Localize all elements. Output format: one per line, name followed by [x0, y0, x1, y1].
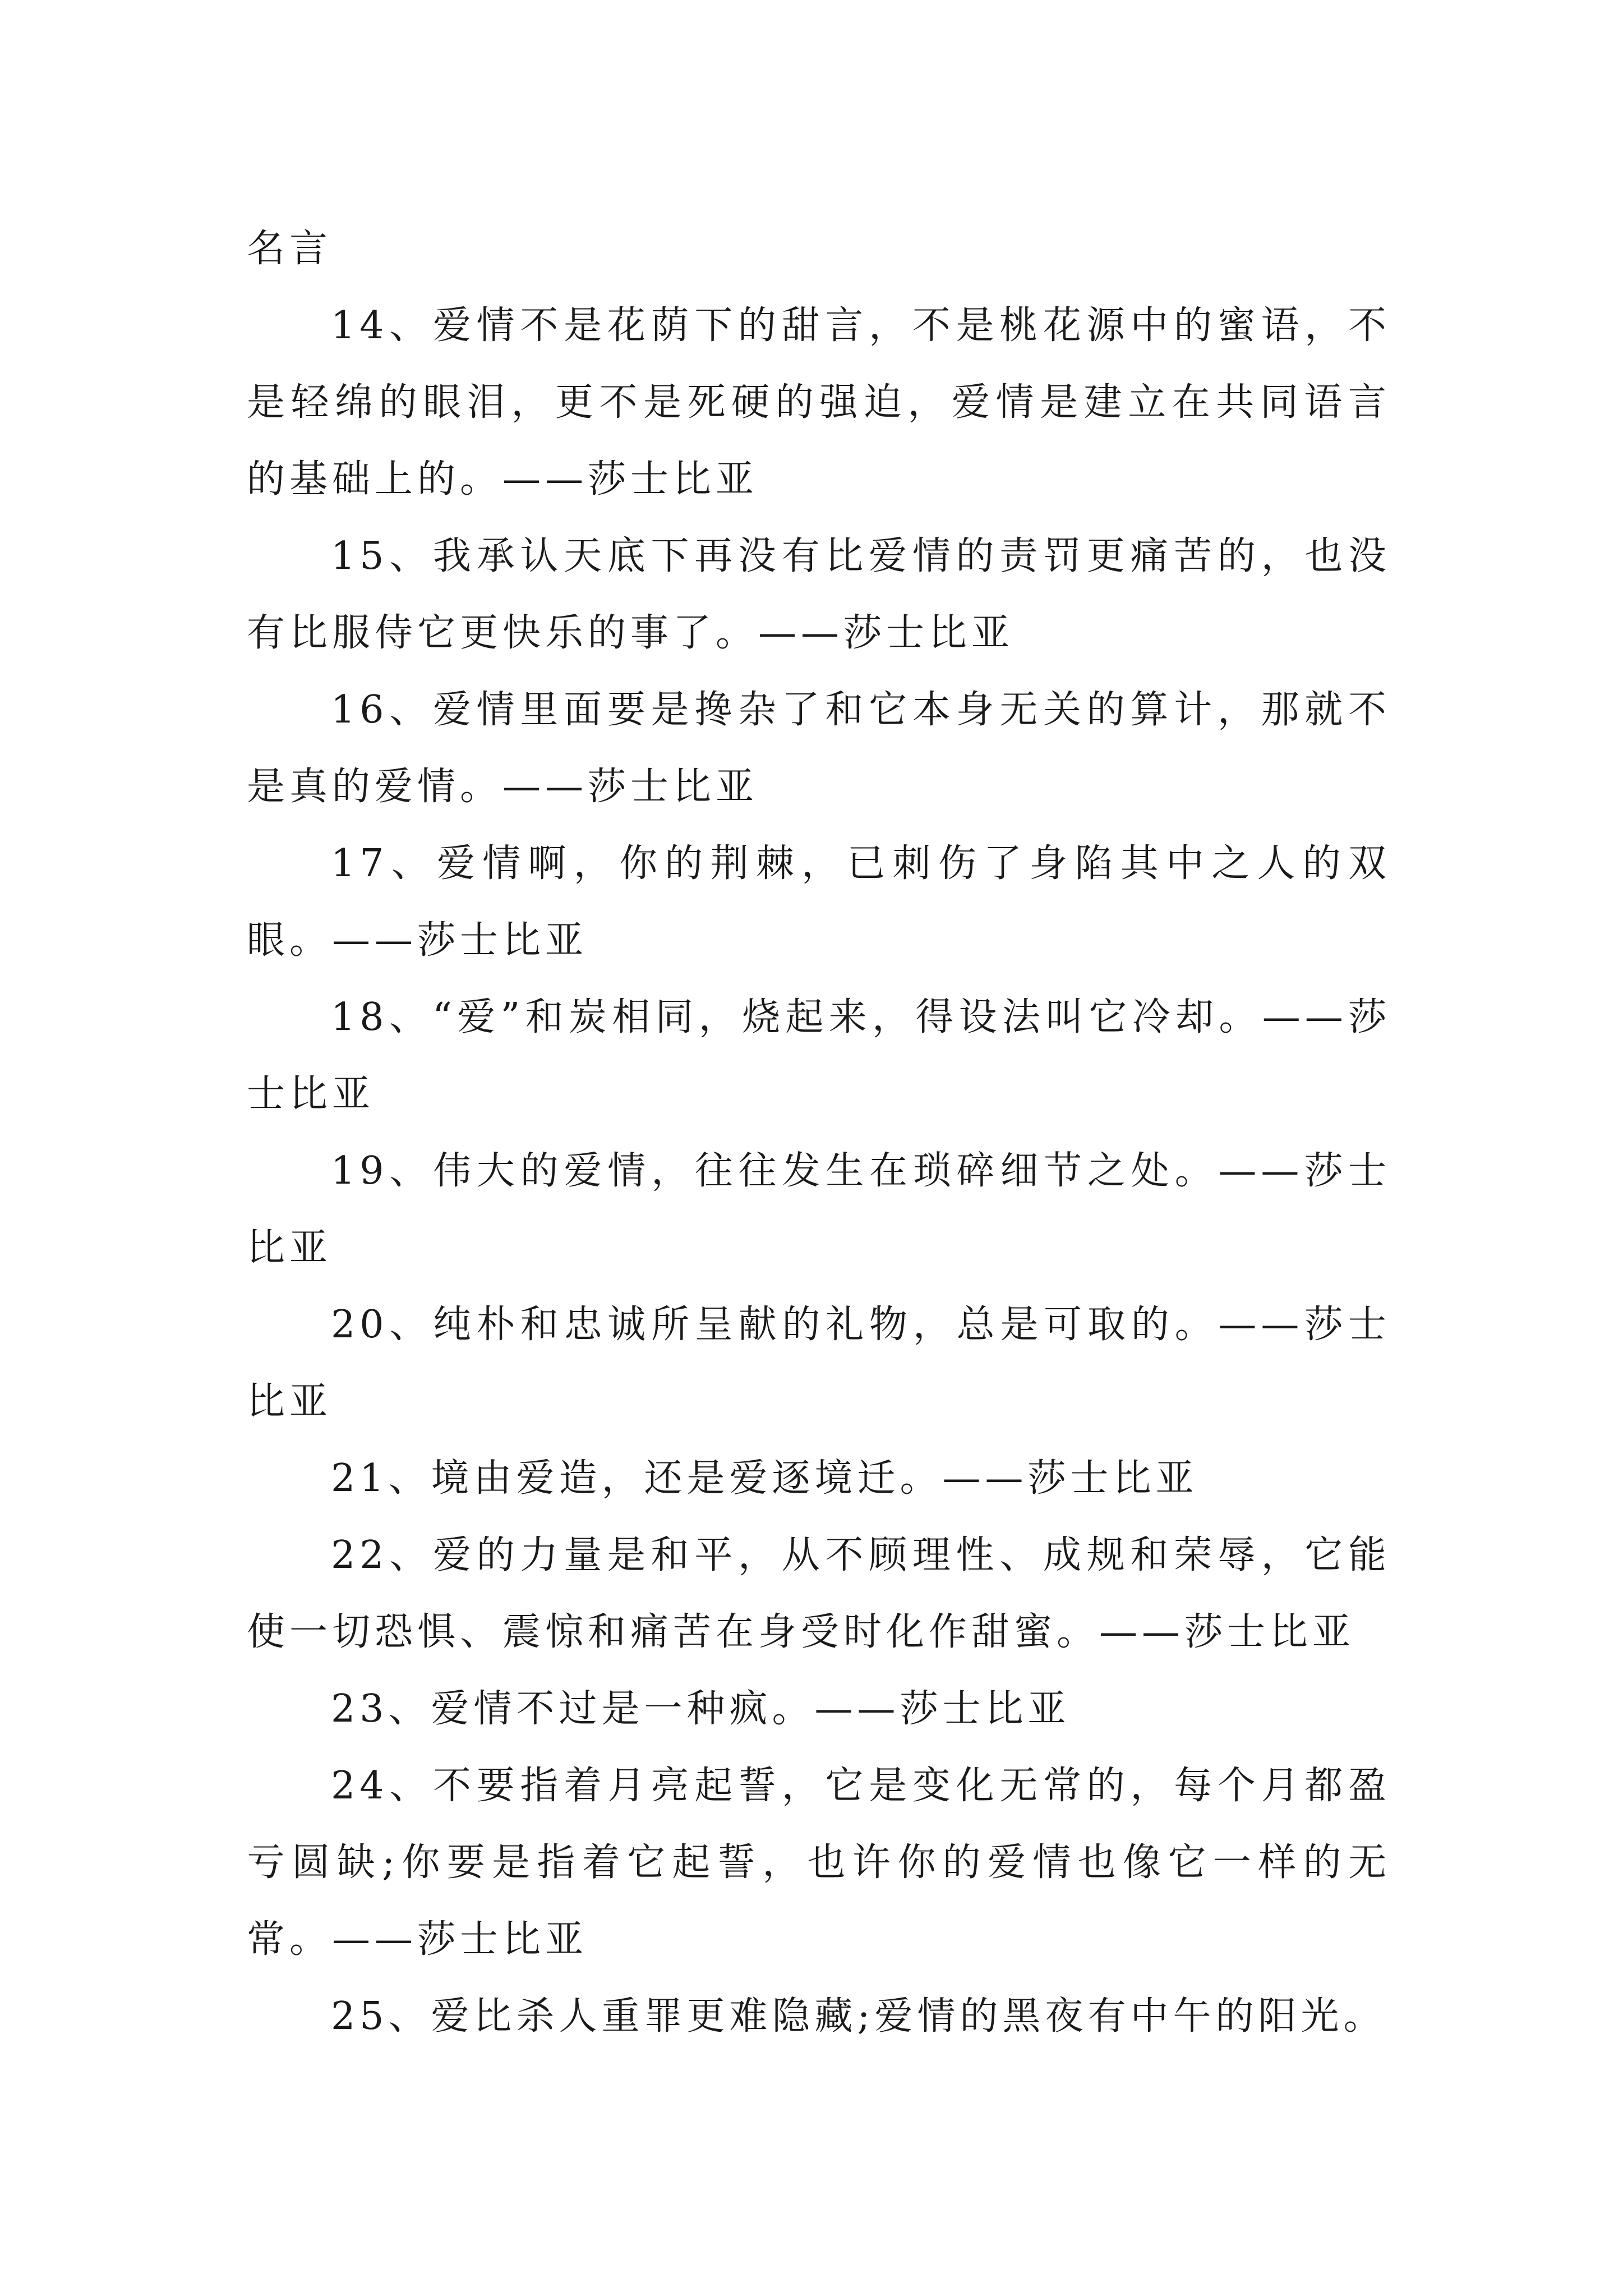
- quote-paragraph: 16、爱情里面要是搀杂了和它本身无关的算计，那就不是真的爱情。——莎士比亚: [247, 688, 1391, 809]
- quote-paragraph: 17、爱情啊，你的荆棘，已刺伤了身陷其中之人的双眼。——莎士比亚: [247, 841, 1391, 963]
- quote-paragraph: 24、不要指着月亮起誓，它是变化无常的，每个月都盈亏圆缺;你要是指着它起誓，也许你的爱情也像它一样的无常。——莎士比亚: [247, 1764, 1391, 1962]
- document-body: [247, 210, 1391, 2055]
- quote-paragraph: 22、爱的力量是和平，从不顾理性、成规和荣辱，它能使一切恐惧、震惊和痛苦在身受时化作甜蜜。——莎士比亚: [247, 1533, 1391, 1654]
- quote-paragraph: 19、伟大的爱情，往往发生在琐碎细节之处。——莎士比亚: [247, 1149, 1391, 1270]
- quote-paragraph: 20、纯朴和忠诚所呈献的礼物，总是可取的。——莎士比亚: [247, 1303, 1391, 1424]
- quote-paragraph: 14、爱情不是花荫下的甜言，不是桃花源中的蜜语，不是轻绵的眼泪，更不是死硬的强迫，爱情是建立在共同语言的基础上的。——莎士比亚: [247, 303, 1391, 501]
- quote-paragraph: 21、境由爱造，还是爱逐境迁。——莎士比亚: [331, 1456, 1198, 1501]
- quote-paragraph: 23、爱情不过是一种疯。——莎士比亚: [331, 1687, 1071, 1731]
- quote-paragraph: 18、“爱”和炭相同，烧起来，得设法叫它冷却。——莎士比亚: [247, 995, 1391, 1116]
- quote-paragraph: 25、爱比杀人重罪更难隐藏;爱情的黑夜有中午的阳光。: [331, 1994, 1386, 2039]
- section-heading: 名言: [247, 227, 333, 271]
- quote-paragraph: 15、我承认天底下再没有比爱情的责罚更痛苦的，也没有比服侍它更快乐的事了。——莎士比亚: [247, 534, 1391, 655]
